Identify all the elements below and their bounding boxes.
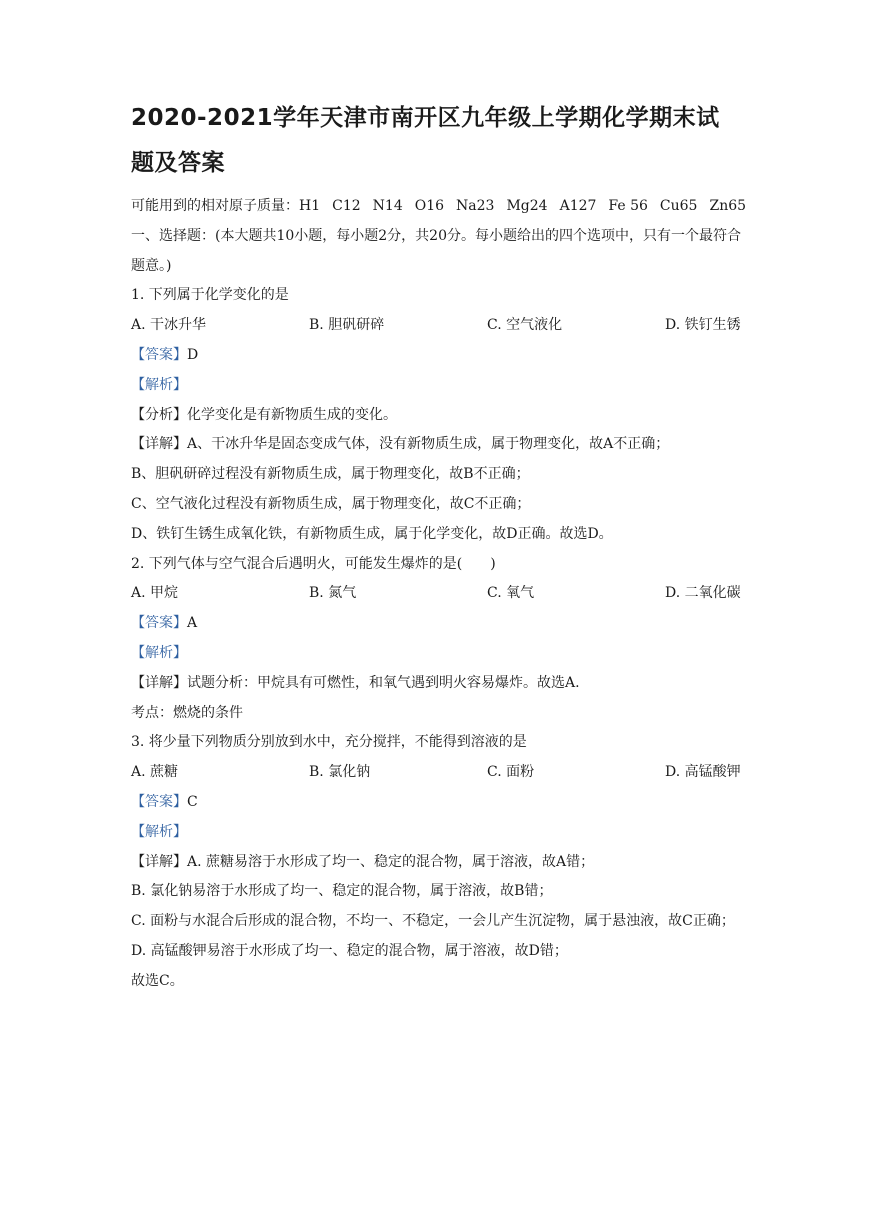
q3-conclusion: 故选C。 xyxy=(131,972,184,989)
detail-label: 【详解】 xyxy=(131,853,187,870)
atomic-mass-zn: Zn65 xyxy=(709,198,747,214)
answer-label: 【答案】 xyxy=(131,793,187,810)
q1-answer xyxy=(131,341,741,371)
atomic-mass-mg: Mg24 xyxy=(506,198,548,214)
q3-detail-b: B. 氯化钠易溶于水形成了均一、稳定的混合物，属于溶液，故B错； xyxy=(131,883,553,900)
q1-option-d: D. 铁钉生锈 xyxy=(665,317,741,334)
q3-detail-a xyxy=(131,848,741,878)
atomic-mass-label: 可能用到的相对原子质量： xyxy=(131,198,299,214)
document-title: 2020-2021学年天津市南开区九年级上学期化学期末试题及答案 xyxy=(131,105,720,176)
atomic-mass-o: O16 xyxy=(414,198,445,214)
q2-answer xyxy=(131,609,741,639)
q2-option-b: B. 氮气 xyxy=(309,585,357,602)
q3-detail-c: C. 面粉与水混合后形成的混合物，不均一、不稳定，一会儿产生沉淀物，属于悬浊液，故C正确； xyxy=(131,913,735,930)
fenxi-label: 【分析】 xyxy=(131,406,187,423)
atomic-mass-cu: Cu65 xyxy=(659,198,698,214)
q1-detail-d: D、铁钉生锈生成氧化铁，有新物质生成，属于化学变化，故D正确。故选D。 xyxy=(131,525,613,542)
q2-detail-text: 试题分析：甲烷具有可燃性，和氧气遇到明火容易爆炸。故选A. xyxy=(187,674,580,691)
atomic-mass-na: Na23 xyxy=(456,198,495,214)
q1-fenxi xyxy=(131,401,741,431)
q1-analysis-label: 【解析】 xyxy=(131,376,187,393)
detail-label: 【详解】 xyxy=(131,674,187,691)
q1-detail-b: B、胆矾研碎过程没有新物质生成，属于物理变化，故B不正确； xyxy=(131,466,530,483)
q2-stem: 2. 下列气体与空气混合后遇明火，可能发生爆炸的是( ) xyxy=(131,555,496,572)
q2-kaodian: 考点：燃烧的条件 xyxy=(131,704,243,721)
atomic-mass-fe: Fe 56 xyxy=(608,198,648,214)
q3-answer xyxy=(131,788,741,818)
q3-stem: 3. 将少量下列物质分别放到水中，充分搅拌，不能得到溶液的是 xyxy=(131,734,527,751)
q2-option-a: A. 甲烷 xyxy=(131,585,179,602)
q1-option-a: A. 干冰升华 xyxy=(131,317,207,334)
q3-detail-text-a: A. 蔗糖易溶于水形成了均一、稳定的混合物，属于溶液，故A错； xyxy=(187,853,595,870)
section-heading: 一、选择题：(本大题共10小题，每小题2分，共20分。每小题给出的四个选项中，只有一个最符合题意。) xyxy=(131,227,741,274)
q3-option-b: B. 氯化钠 xyxy=(309,764,371,781)
q2-option-c: C. 氧气 xyxy=(487,585,535,602)
atomic-mass-al: A127 xyxy=(559,198,597,214)
atomic-mass-line xyxy=(131,192,747,222)
q3-detail-d: D. 高锰酸钾易溶于水形成了均一、稳定的混合物，属于溶液，故D错； xyxy=(131,942,568,959)
q2-options xyxy=(131,579,741,609)
q1-detail-a xyxy=(131,430,741,460)
answer-label: 【答案】 xyxy=(131,615,187,632)
q2-option-d: D. 二氧化碳 xyxy=(665,585,741,602)
atomic-mass-c: C12 xyxy=(332,198,361,214)
q2-answer-value: A xyxy=(187,615,198,632)
document-page xyxy=(131,96,747,997)
answer-label: 【答案】 xyxy=(131,346,187,363)
q3-option-d: D. 高锰酸钾 xyxy=(665,764,741,781)
q1-detail-text-a: A、干冰升华是固态变成气体，没有新物质生成，属于物理变化，故A不正确； xyxy=(187,436,670,453)
q1-answer-value: D xyxy=(187,346,199,363)
q3-analysis-label: 【解析】 xyxy=(131,823,187,840)
q1-stem: 1. 下列属于化学变化的是 xyxy=(131,287,289,304)
q1-options xyxy=(131,311,741,341)
q1-detail-c: C、空气液化过程没有新物质生成，属于物理变化，故C不正确； xyxy=(131,495,531,512)
q1-option-b: B. 胆矾研碎 xyxy=(309,317,385,334)
q3-option-a: A. 蔗糖 xyxy=(131,764,179,781)
q2-analysis-label: 【解析】 xyxy=(131,644,187,661)
q1-option-c: C. 空气液化 xyxy=(487,317,563,334)
q3-option-c: C. 面粉 xyxy=(487,764,535,781)
atomic-mass-n: N14 xyxy=(372,198,403,214)
q1-fenxi-text: 化学变化是有新物质生成的变化。 xyxy=(187,406,397,423)
detail-label: 【详解】 xyxy=(131,436,187,453)
q3-answer-value: C xyxy=(187,793,198,810)
q3-options xyxy=(131,758,741,788)
atomic-mass-h: H1 xyxy=(299,198,321,214)
q2-detail xyxy=(131,669,741,699)
